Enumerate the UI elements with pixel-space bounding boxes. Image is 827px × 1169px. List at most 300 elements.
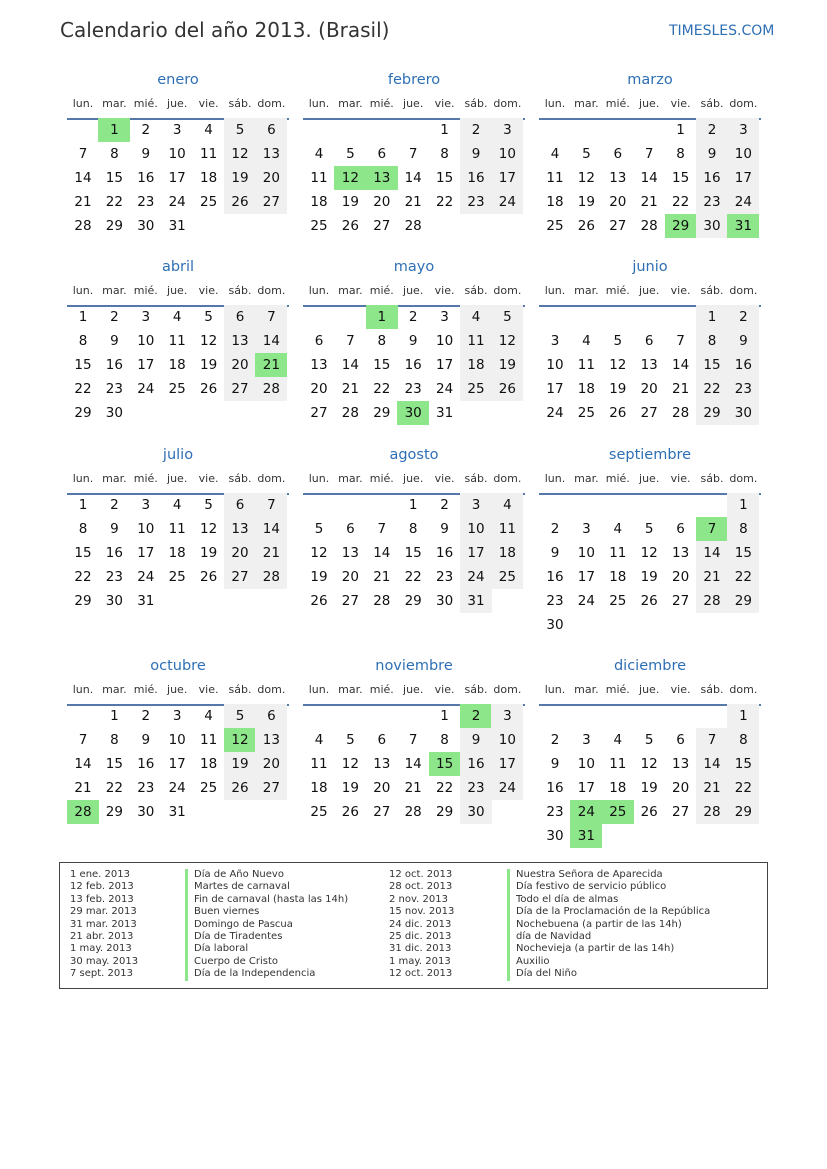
day-cell: 23 — [137, 780, 155, 796]
weekday-label: mié. — [133, 97, 158, 110]
weekday-label: mié. — [369, 284, 394, 297]
day-cell: 21 — [696, 776, 728, 800]
day-cell: 13 — [672, 545, 690, 561]
day-cell: 18 — [168, 357, 186, 373]
weekday-label: vie. — [198, 97, 219, 110]
site-link[interactable]: TIMESLES.COM — [669, 23, 775, 39]
day-cell: 21 — [696, 565, 728, 589]
day-cell: 21 — [404, 194, 422, 210]
day-cell: 11 — [168, 521, 186, 537]
day-cell: 2 — [408, 309, 418, 325]
day-cell: 9 — [110, 521, 119, 537]
day-cell: 12 — [200, 333, 218, 349]
day-cell: 30 — [696, 214, 728, 238]
weekday-label: dom. — [729, 97, 758, 110]
day-cell: 27 — [341, 593, 359, 609]
day-cell: 11 — [460, 329, 492, 353]
day-cell: 15 — [436, 170, 454, 186]
month-name: noviembre — [375, 658, 453, 674]
day-cell: 21 — [672, 381, 690, 397]
day-cell: 23 — [696, 190, 728, 214]
month-name: agosto — [389, 447, 439, 463]
day-cell: 22 — [74, 569, 92, 585]
day-cell: 29 — [404, 593, 422, 609]
day-cell: 10 — [491, 142, 523, 166]
day-cell: 11 — [609, 545, 627, 561]
day-cell: 25 — [168, 381, 186, 397]
day-cell: 27 — [255, 190, 287, 214]
weekday-label: jue. — [639, 472, 660, 485]
holiday-date: 31 mar. 2013 — [70, 918, 137, 930]
day-cell: 9 — [440, 521, 449, 537]
weekday-header — [67, 682, 289, 706]
holiday-day-cell: 21 — [255, 353, 287, 377]
day-cell: 25 — [200, 780, 218, 796]
weekday-header — [67, 96, 289, 120]
day-cell: 17 — [137, 357, 155, 373]
day-cell: 30 — [105, 593, 123, 609]
day-cell: 22 — [436, 780, 454, 796]
weekday-header — [303, 96, 525, 120]
weekday-label: vie. — [434, 472, 455, 485]
day-cell: 9 — [141, 146, 151, 162]
day-cell: 28 — [341, 405, 359, 421]
day-cell: 29 — [74, 593, 92, 609]
day-cell: 16 — [404, 357, 422, 373]
weekday-label: jue. — [639, 683, 660, 696]
holiday-name: Nochevieja (a partir de las 14h) — [507, 943, 710, 955]
weekday-label: mié. — [605, 284, 630, 297]
day-cell: 28 — [255, 565, 287, 589]
day-cell: 25 — [491, 565, 523, 589]
holiday-name: Nochebuena (a partir de las 14h) — [507, 919, 710, 931]
day-cell: 5 — [224, 704, 256, 728]
day-cell: 8 — [727, 728, 759, 752]
day-cell: 24 — [137, 569, 155, 585]
day-cell: 4 — [613, 732, 623, 748]
day-cell: 26 — [640, 593, 658, 609]
weekday-label: sáb. — [464, 472, 488, 485]
day-cell: 3 — [491, 704, 523, 728]
day-cell: 10 — [168, 146, 186, 162]
day-cell: 2 — [696, 118, 728, 142]
weekday-label: vie. — [198, 284, 219, 297]
day-cell: 3 — [727, 118, 759, 142]
month-name: septiembre — [608, 447, 692, 463]
day-cell: 17 — [436, 357, 454, 373]
day-cell: 27 — [640, 405, 658, 421]
holiday-day-cell: 29 — [665, 214, 697, 238]
day-cell: 28 — [672, 405, 690, 421]
weekday-label: mar. — [102, 683, 127, 696]
holiday-day-cell: 1 — [366, 305, 398, 329]
holiday-date: 13 feb. 2013 — [70, 893, 134, 905]
day-cell: 12 — [341, 756, 359, 772]
day-cell: 16 — [460, 166, 492, 190]
day-cell: 8 — [110, 146, 119, 162]
day-cell: 28 — [640, 218, 658, 234]
day-cell: 24 — [727, 190, 759, 214]
weekday-label: mié. — [133, 472, 158, 485]
day-cell: 30 — [137, 218, 155, 234]
weekday-label: mar. — [102, 284, 127, 297]
weekday-label: dom. — [257, 284, 286, 297]
day-cell: 21 — [255, 541, 287, 565]
day-cell: 13 — [672, 756, 690, 772]
holiday-names-left — [185, 869, 348, 981]
weekday-label: sáb. — [700, 97, 724, 110]
day-cell: 22 — [105, 194, 123, 210]
day-cell: 16 — [727, 353, 759, 377]
day-cell: 29 — [727, 589, 759, 613]
weekday-header — [303, 471, 525, 495]
day-cell: 28 — [373, 593, 391, 609]
day-cell: 15 — [105, 170, 123, 186]
day-cell: 18 — [200, 170, 218, 186]
holiday-date: 12 oct. 2013 — [389, 869, 453, 880]
holiday-name: Todo el día de almas — [507, 894, 710, 906]
day-cell: 5 — [346, 732, 355, 748]
weekday-header — [67, 471, 289, 495]
day-cell: 10 — [491, 728, 523, 752]
day-cell: 27 — [609, 218, 627, 234]
day-cell: 27 — [224, 377, 256, 401]
holiday-day-cell: 30 — [397, 401, 429, 425]
weekday-label: mar. — [574, 683, 599, 696]
weekday-label: mar. — [574, 284, 599, 297]
day-cell: 13 — [373, 756, 391, 772]
day-cell: 7 — [644, 146, 654, 162]
day-cell: 7 — [408, 732, 418, 748]
holiday-name: Día festivo de servicio público — [507, 881, 710, 893]
day-cell: 24 — [491, 190, 523, 214]
day-cell: 18 — [491, 541, 523, 565]
day-cell: 13 — [224, 517, 256, 541]
day-cell: 3 — [491, 118, 523, 142]
month-name: diciembre — [613, 658, 687, 674]
day-cell: 1 — [727, 493, 759, 517]
day-cell: 25 — [460, 377, 492, 401]
day-cell: 28 — [404, 804, 422, 820]
day-cell: 29 — [105, 218, 123, 234]
day-cell: 7 — [676, 333, 685, 349]
day-cell: 16 — [436, 545, 454, 561]
day-cell: 22 — [672, 194, 690, 210]
holiday-day-cell: 12 — [224, 728, 256, 752]
weekday-label: jue. — [639, 97, 660, 110]
day-cell: 19 — [200, 545, 218, 561]
day-cell: 25 — [200, 194, 218, 210]
day-cell: 13 — [255, 728, 287, 752]
weekday-label: mar. — [338, 284, 363, 297]
day-cell: 11 — [200, 732, 218, 748]
day-cell: 22 — [105, 780, 123, 796]
weekday-label: lun. — [72, 284, 94, 297]
weekday-label: jue. — [167, 472, 188, 485]
day-cell: 23 — [105, 569, 123, 585]
day-cell: 28 — [404, 218, 422, 234]
holiday-day-cell: 31 — [570, 824, 602, 848]
day-cell: 29 — [105, 804, 123, 820]
day-cell: 7 — [696, 728, 728, 752]
weekday-label: mié. — [369, 97, 394, 110]
day-cell: 19 — [341, 194, 359, 210]
weekday-label: lun. — [544, 472, 566, 485]
day-cell: 16 — [460, 752, 492, 776]
holiday-date: 1 ene. 2013 — [70, 869, 130, 880]
day-cell: 9 — [141, 732, 151, 748]
day-cell: 8 — [676, 146, 685, 162]
month-name: mayo — [393, 259, 435, 275]
day-cell: 28 — [696, 800, 728, 824]
day-cell: 22 — [436, 194, 454, 210]
day-cell: 17 — [727, 166, 759, 190]
day-cell: 20 — [255, 752, 287, 776]
day-cell: 26 — [577, 218, 595, 234]
month-name: junio — [632, 259, 668, 275]
day-cell: 26 — [224, 776, 256, 800]
day-cell: 11 — [310, 170, 328, 186]
day-cell: 18 — [310, 780, 328, 796]
weekday-label: sáb. — [700, 284, 724, 297]
weekday-label: dom. — [493, 284, 522, 297]
day-cell: 15 — [727, 541, 759, 565]
weekday-label: jue. — [403, 472, 424, 485]
day-cell: 1 — [440, 708, 449, 724]
day-cell: 24 — [436, 381, 454, 397]
day-cell: 9 — [460, 728, 492, 752]
day-cell: 10 — [137, 333, 155, 349]
holiday-dates-right — [389, 869, 454, 981]
holiday-date: 28 oct. 2013 — [389, 881, 453, 893]
day-cell: 4 — [172, 309, 182, 325]
holiday-day-cell: 2 — [460, 704, 492, 728]
day-cell: 15 — [74, 545, 92, 561]
day-cell: 5 — [644, 521, 654, 537]
weekday-label: jue. — [403, 683, 424, 696]
holiday-name: Auxilio — [507, 956, 710, 968]
day-cell: 31 — [137, 593, 155, 609]
day-cell: 26 — [341, 218, 359, 234]
day-cell: 30 — [137, 804, 155, 820]
day-cell: 23 — [460, 190, 492, 214]
month-name: enero — [157, 72, 199, 88]
weekday-label: sáb. — [228, 284, 252, 297]
day-cell: 21 — [341, 381, 359, 397]
weekday-label: dom. — [493, 97, 522, 110]
day-cell: 24 — [546, 405, 564, 421]
day-cell: 18 — [577, 381, 595, 397]
day-cell: 4 — [613, 521, 623, 537]
day-cell: 5 — [346, 146, 355, 162]
day-cell: 30 — [546, 828, 564, 844]
weekday-label: lun. — [72, 472, 94, 485]
day-cell: 23 — [546, 804, 564, 820]
day-cell: 20 — [672, 569, 690, 585]
day-cell: 2 — [440, 497, 449, 513]
day-cell: 29 — [727, 800, 759, 824]
page-title: Calendario del año 2013. (Brasil) — [60, 18, 390, 42]
day-cell: 6 — [676, 732, 685, 748]
day-cell: 14 — [74, 756, 92, 772]
day-cell: 3 — [172, 708, 182, 724]
day-cell: 13 — [341, 545, 359, 561]
holiday-name: Día de Año Nuevo — [185, 869, 348, 881]
day-cell: 20 — [224, 541, 256, 565]
day-cell: 8 — [440, 146, 449, 162]
weekday-label: vie. — [670, 472, 691, 485]
day-cell: 2 — [141, 708, 151, 724]
weekday-label: vie. — [434, 284, 455, 297]
weekday-header — [539, 283, 761, 307]
weekday-label: jue. — [639, 284, 660, 297]
day-cell: 14 — [404, 170, 422, 186]
day-cell: 2 — [110, 497, 119, 513]
day-cell: 24 — [168, 194, 186, 210]
day-cell: 8 — [78, 521, 88, 537]
holiday-date: 12 oct. 2013 — [389, 968, 453, 980]
holiday-name: día de Navidad — [507, 931, 710, 943]
day-cell: 17 — [577, 569, 595, 585]
holiday-day-cell: 7 — [696, 517, 728, 541]
day-cell: 16 — [546, 569, 564, 585]
holiday-date: 15 nov. 2013 — [389, 906, 455, 918]
month-name: marzo — [627, 72, 673, 88]
day-cell: 10 — [460, 517, 492, 541]
day-cell: 5 — [644, 732, 654, 748]
day-cell: 23 — [727, 377, 759, 401]
weekday-label: vie. — [670, 284, 691, 297]
day-cell: 9 — [550, 756, 560, 772]
day-cell: 20 — [609, 194, 627, 210]
day-cell: 8 — [440, 732, 449, 748]
day-cell: 19 — [224, 166, 256, 190]
day-cell: 14 — [255, 329, 287, 353]
day-cell: 31 — [168, 804, 186, 820]
day-cell: 12 — [224, 142, 256, 166]
day-cell: 15 — [672, 170, 690, 186]
weekday-label: dom. — [493, 472, 522, 485]
day-cell: 3 — [141, 497, 151, 513]
day-cell: 21 — [640, 194, 658, 210]
day-cell: 4 — [460, 305, 492, 329]
day-cell: 27 — [672, 804, 690, 820]
day-cell: 13 — [609, 170, 627, 186]
day-cell: 13 — [310, 357, 328, 373]
weekday-label: mié. — [369, 683, 394, 696]
weekday-header — [303, 682, 525, 706]
holiday-date: 7 sept. 2013 — [70, 968, 133, 980]
weekday-label: sáb. — [700, 683, 724, 696]
holiday-date: 29 mar. 2013 — [70, 906, 137, 918]
weekday-label: jue. — [167, 683, 188, 696]
day-cell: 14 — [74, 170, 92, 186]
day-cell: 8 — [78, 333, 88, 349]
day-cell: 21 — [404, 780, 422, 796]
weekday-label: jue. — [403, 284, 424, 297]
day-cell: 11 — [200, 146, 218, 162]
day-cell: 23 — [137, 194, 155, 210]
day-cell: 23 — [436, 569, 454, 585]
holiday-day-cell: 12 — [334, 166, 366, 190]
day-cell: 23 — [460, 776, 492, 800]
holiday-name: Día del Niño — [507, 968, 710, 980]
holiday-day-cell: 28 — [67, 800, 99, 824]
day-cell: 31 — [436, 405, 454, 421]
day-cell: 11 — [310, 756, 328, 772]
day-cell: 8 — [377, 333, 387, 349]
day-cell: 26 — [491, 377, 523, 401]
day-cell: 25 — [546, 218, 564, 234]
day-cell: 2 — [550, 732, 560, 748]
day-cell: 21 — [74, 780, 92, 796]
weekday-label: dom. — [257, 97, 286, 110]
day-cell: 23 — [546, 593, 564, 609]
weekday-label: lun. — [308, 97, 330, 110]
day-cell: 18 — [609, 569, 627, 585]
weekday-label: mar. — [338, 683, 363, 696]
weekday-label: sáb. — [228, 472, 252, 485]
day-cell: 20 — [224, 353, 256, 377]
day-cell: 2 — [460, 118, 492, 142]
day-cell: 4 — [582, 333, 591, 349]
day-cell: 14 — [373, 545, 391, 561]
day-cell: 19 — [640, 780, 658, 796]
day-cell: 2 — [550, 521, 560, 537]
day-cell: 1 — [110, 708, 119, 724]
day-cell: 25 — [577, 405, 595, 421]
weekday-label: vie. — [198, 472, 219, 485]
weekday-label: lun. — [544, 284, 566, 297]
weekday-label: mié. — [369, 472, 394, 485]
weekday-label: mar. — [574, 472, 599, 485]
day-cell: 1 — [408, 497, 418, 513]
day-cell: 23 — [404, 381, 422, 397]
day-cell: 20 — [640, 381, 658, 397]
day-cell: 17 — [137, 545, 155, 561]
holiday-date: 1 may. 2013 — [70, 943, 132, 955]
day-cell: 26 — [200, 569, 218, 585]
weekday-header — [539, 471, 761, 495]
day-cell: 12 — [640, 756, 658, 772]
day-cell: 14 — [404, 756, 422, 772]
day-cell: 24 — [460, 565, 492, 589]
day-cell: 9 — [460, 142, 492, 166]
day-cell: 10 — [577, 545, 595, 561]
day-cell: 7 — [255, 305, 287, 329]
day-cell: 3 — [582, 732, 591, 748]
day-cell: 16 — [137, 756, 155, 772]
day-cell: 1 — [78, 309, 88, 325]
day-cell: 25 — [168, 569, 186, 585]
holiday-date: 30 may. 2013 — [70, 955, 139, 967]
weekday-label: lun. — [308, 472, 330, 485]
month-name: abril — [161, 259, 195, 275]
weekday-label: dom. — [729, 683, 758, 696]
day-cell: 30 — [546, 617, 564, 633]
day-cell: 6 — [377, 146, 387, 162]
day-cell: 3 — [582, 521, 591, 537]
day-cell: 12 — [640, 545, 658, 561]
day-cell: 8 — [696, 329, 728, 353]
holiday-date: 31 dic. 2013 — [389, 943, 452, 955]
day-cell: 29 — [373, 405, 391, 421]
day-cell: 30 — [460, 800, 492, 824]
day-cell: 15 — [696, 353, 728, 377]
day-cell: 16 — [696, 166, 728, 190]
weekday-label: lun. — [544, 97, 566, 110]
day-cell: 16 — [546, 780, 564, 796]
